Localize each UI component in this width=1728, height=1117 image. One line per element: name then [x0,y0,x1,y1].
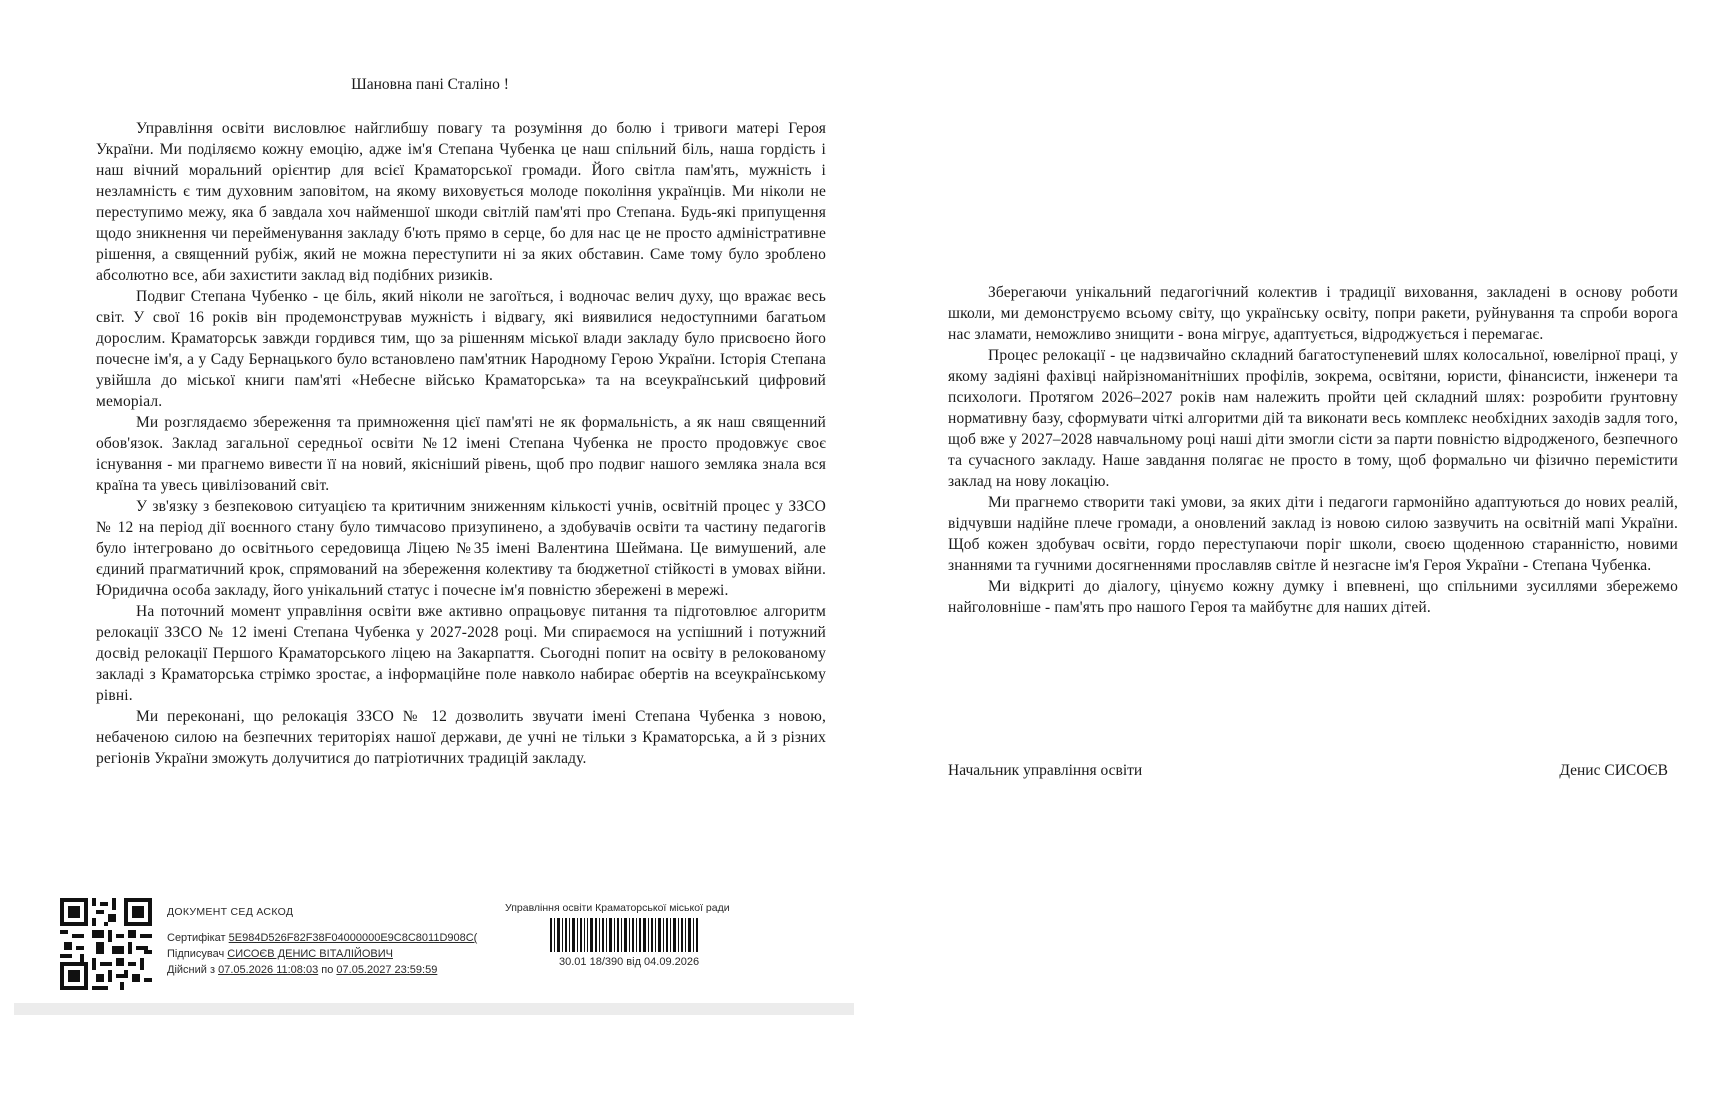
letter-body-right [948,282,1678,618]
registration-number: 30.01 18/390 від 04.09.2026 [559,956,700,968]
paragraph: Процес релокації - це надзвичайно складний багатоступеневий шлях колосальної, ювелірної праці, у якому задіяні фахівці найрізноманітніших профілів, зокрема, освітяни, юристи, фінансисти, інженери та психологи. Протягом 2026–2027 років нам належить пройти цей складний шлях: розробити ґрунтовну нормативну базу, сформувати чіткі алгоритми дій та виконати весь комплекс необхідних заходів задля того, щоб вже у 2027–2028 навчальному році наші діти змогли сісти за парти повністю відродженого, безпечного та сучасного закладу. Наше завдання полягає не просто в тому, щоб формально чи фізично перемістити заклад на нову локацію. [948,347,1678,490]
salutation: Шановна пані Сталіно ! [351,76,509,93]
signer-line [167,946,507,962]
signatory-position: Начальник управління освіти [948,762,1143,779]
paragraph: Ми прагнемо створити такі умови, за яких діти і педагоги гармонійно адаптуються до нових реалій, відчувши надійне плече громади, а оновлений заклад із новою силою зазвучить на освітній мапі України. Щоб кожен здобувач освіти, гордо переступаючи поріг школи, своєю щоденною старанністю, новими знаннями та гучними досягненнями прославляв світле й незгасне ім'я Героя України - Степана Чубенка. [948,494,1678,574]
paragraph: Ми відкриті до діалогу, цінуємо кожну думку і впевнені, що спільними зусиллями збережемо найголовніше - пам'ять про нашого Героя та майбутнє для наших дітей. [948,578,1678,616]
letter-page-right [930,0,1728,1117]
certificate-line [167,930,507,946]
paragraph: Ми розглядаємо збереження та примноження цієї пам'яті не як формальність, а як наш священний обов'язок. Заклад загальної середньої освіти №12 імені Степана Чубенка не просто продовжує своє існування - ми прагнемо вивести її на новий, якісніший рівень, щоб про подвиг нашого земляка знала вся країна та увесь цивілізований світ. [96,414,826,494]
validity-to-label: по [321,964,334,976]
paragraph: На поточний момент управління освіти вже активно опрацьовує питання та підготовлює алгоритм релокації ЗЗСО № 12 імені Степана Чубенка у 2027-2028 році. Ми спираємося на успішний і потужний досвід релокації Першого Краматорського ліцею на Закарпаття. Сьогодні попит на освіту в релокованому закладі з Краматорська стрімко зростає, а інформаційне поле навколо набирає обертів на всеукраїнському рівні. [96,603,826,704]
certificate-value: 5E984D526F82F38F04000000E9C8C8011D908C( [228,932,478,944]
signer-label: Підписувач [167,948,225,960]
letter-body-left [96,118,826,769]
paragraph: Зберегаючи унікальний педагогічний колектив і традиції виховання, закладені в основу роботи школи, ми демонструємо всьому світу, що українську освіту, попри ракети, руйнування та спроби ворога нас зламати, неможливо знищити - вона мігрує, адаптується, відроджується і перемагає. [948,284,1678,343]
signer-value: СИСОЄВ ДЕНИС ВІТАЛІЙОВИЧ [227,948,393,960]
paragraph: Ми переконані, що релокація ЗЗСО № 12 дозволить звучати імені Степана Чубенка з новою, небаченою силою на безпечних територіях нашої держави, де учні не тільки з Краматорська, а й з різних регіонів України зможуть долучитися до патріотичних традицій закладу. [96,708,826,767]
paragraph: У зв'язку з безпековою ситуацією та критичним зниженням кількості учнів, освітній процес у ЗЗСО № 12 на період дії воєнного стану було тимчасово призупинено, а здобувачів освіти та частину педагогів було інтегровано до освітнього середовища Ліцею №35 імені Валентина Шеймана. Це вимушений, але єдиний прагматичний крок, спрямований на збереження колективу та бюджетної стійкості в умовах війни. Юридична особа закладу, його унікальний статус і почесне ім'я повністю збережені в мережі. [96,498,826,599]
barcode-icon [550,918,700,952]
signature-system-title: ДОКУМЕНТ СЕД АСКОД [167,906,294,918]
e-signature-block [167,904,507,978]
registration-stamp [505,902,795,968]
qr-code-icon [60,898,152,990]
paragraph: Подвиг Степана Чубенко - це біль, який ніколи не загоїться, і водночас велич духу, що вражає весь світ. У свої 16 років він продемонстрував мужність і відвагу, які виявилися недоступними багатьом дорослим. Краматорськ завжди гордився тим, що за рішенням міської влади закладу було присвоєно його почесне ім'я, а у Саду Бернацького було встановлено пам'ятник Народному Герою України. Історія Степана увійшла до міської книги пам'яті «Небесне військо Краматорська» та на всеукраїнський цифровий меморіал. [96,288,826,410]
letter-page-left [0,0,860,1025]
certificate-label: Сертифікат [167,932,226,944]
signatory-name: Денис СИСОЄВ [1559,762,1668,779]
validity-line [167,962,507,978]
issuing-organization: Управління освіти Краматорської міської ради [505,902,730,914]
paragraph: Управління освіти висловлює найглибшу повагу та розуміння до болю і тривоги матері Героя України. Ми поділяємо кожну емоцію, адже ім'я Степана Чубенка це наш спільний біль, наша гордість і наш вічний моральний орієнтир для всієї Краматорської громади. Його світла пам'ять, мужність і незламність є тим духовним заповітом, на якому виховується молоде покоління українців. Ми ніколи не переступимо межу, яка б завдала хоч найменшої шкоди світлій пам'яті про Степана. Будь-які припущення щодо зникнення чи перейменування закладу б'ють прямо в серце, бо для нас це не просто адміністративне рішення, а священний рубіж, який не можна переступити ні за яких обставин. Саме тому було зроблено абсолютно все, аби захистити заклад від подібних ризиків. [96,120,826,284]
validity-label: Дійсний з [167,964,216,976]
signature-row [948,762,1668,780]
valid-from: 07.05.2026 11:08:03 [218,964,319,976]
valid-to: 07.05.2027 23:59:59 [336,964,438,976]
page-bottom-edge [14,1003,854,1015]
